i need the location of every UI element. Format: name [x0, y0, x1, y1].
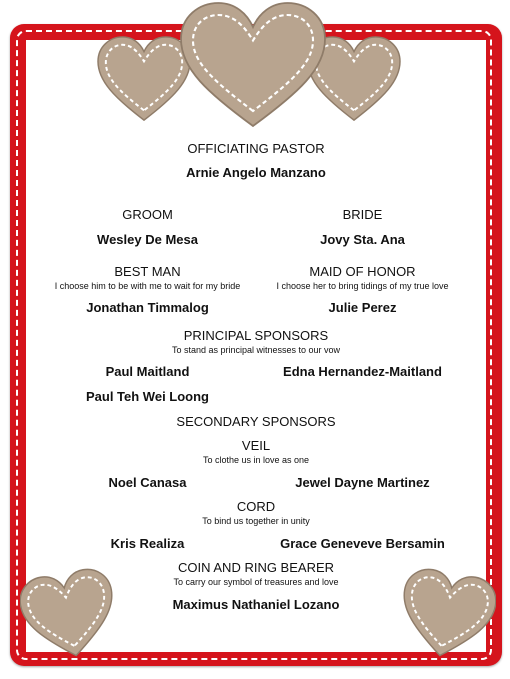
- cord-sponsor-name: Kris Realiza: [110, 536, 185, 551]
- principal-sponsor-name: Paul Teh Wei Loong: [85, 389, 210, 404]
- principal-sponsors-heading: PRINCIPAL SPONSORS: [183, 328, 329, 343]
- maid-of-honor-note: I choose her to bring tidings of my true love: [276, 281, 449, 291]
- cord-note: To bind us together in unity: [202, 516, 310, 526]
- coin-ring-bearer-heading: COIN AND RING BEARER: [177, 560, 335, 575]
- veil-note: To clothe us in love as one: [202, 455, 310, 465]
- maid-of-honor-name: Julie Perez: [328, 300, 397, 315]
- coin-ring-bearer-name: Maximus Nathaniel Lozano: [172, 597, 340, 612]
- coin-ring-bearer-note: To carry our symbol of treasures and love: [173, 577, 339, 587]
- best-man-note: I choose him to be with me to wait for my bride: [54, 281, 241, 291]
- bride-name: Jovy Sta. Ana: [320, 232, 405, 247]
- heart-top-center-icon: [178, 0, 328, 132]
- principal-sponsor-name: Paul Maitland: [105, 364, 190, 379]
- groom-heading: GROOM: [122, 207, 173, 222]
- veil-heading: VEIL: [241, 438, 271, 453]
- best-man-heading: BEST MAN: [114, 264, 181, 279]
- best-man-name: Jonathan Timmalog: [86, 300, 209, 315]
- secondary-sponsors-heading: SECONDARY SPONSORS: [176, 414, 336, 429]
- veil-sponsor-name: Noel Canasa: [108, 475, 187, 490]
- bride-heading: BRIDE: [342, 207, 383, 222]
- maid-of-honor-heading: MAID OF HONOR: [309, 264, 416, 279]
- officiating-heading: OFFICIATING PASTOR: [187, 141, 325, 156]
- cord-sponsor-name: Grace Geneveve Bersamin: [280, 536, 445, 551]
- cord-heading: CORD: [236, 499, 276, 514]
- groom-name: Wesley De Mesa: [97, 232, 198, 247]
- principal-sponsor-name: Edna Hernandez-Maitland: [283, 364, 442, 379]
- veil-sponsor-name: Jewel Dayne Martinez: [295, 475, 430, 490]
- officiating-name: Arnie Angelo Manzano: [186, 165, 326, 180]
- principal-sponsors-note: To stand as principal witnesses to our vow: [171, 345, 341, 355]
